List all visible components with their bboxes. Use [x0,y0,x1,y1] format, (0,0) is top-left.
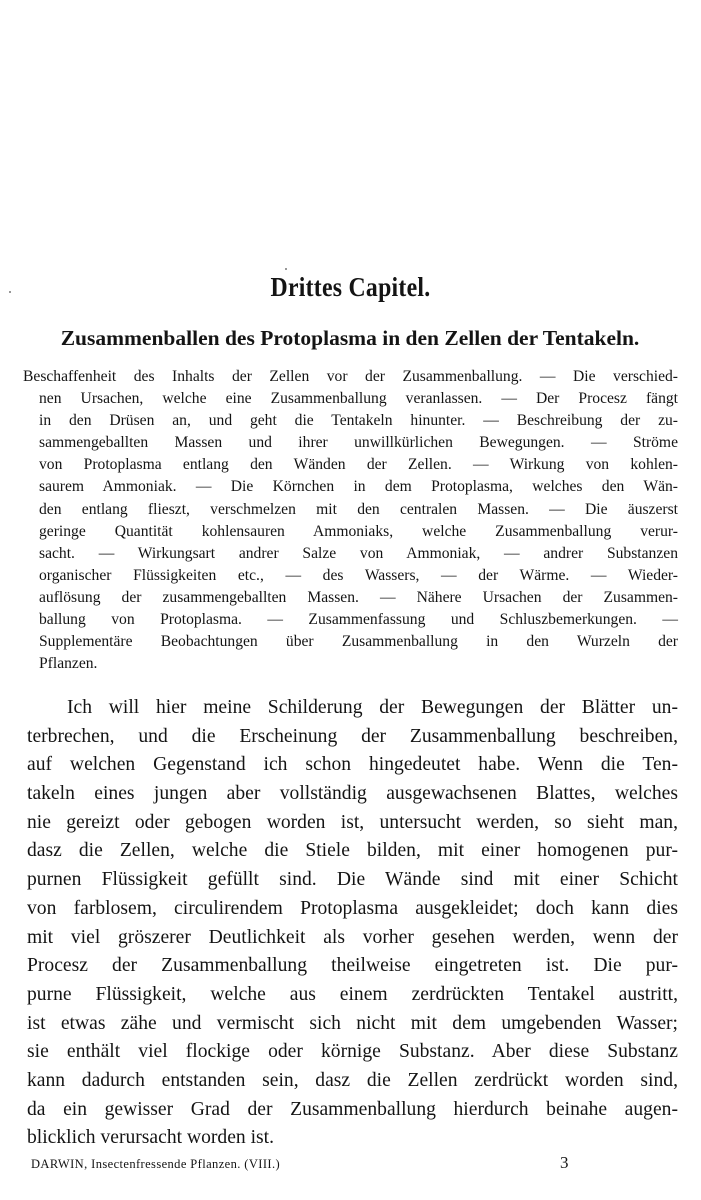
body-line: blicklich verursacht worden ist. [27,1127,275,1149]
summary-line: sammengeballten Massen und ihrer unwillkürlichen Bewegungen. — Ströme [39,434,678,452]
body-line: mit viel gröszerer Deutlichkeit als vorher gesehen werden, wenn der [27,926,678,948]
chapter-title: Drittes Capitel. [270,272,431,302]
summary-line: Beschaffenheit des Inhalts der Zellen vor der Zusammenballung. — Die verschied- [23,368,678,385]
summary-line: nen Ursachen, welche eine Zusammenballung veranlassen. — Der Procesz fängt [39,390,678,408]
summary-line: in den Drüsen an, und geht die Tentakeln hinunter. — Beschreibung der zu- [39,412,678,430]
body-line: von farblosem, circulirendem Protoplasma ausgekleidet; doch kann dies [27,897,678,919]
body-line: auf welchen Gegenstand ich schon hingedeutet habe. Wenn die Ten- [27,754,678,776]
summary-line: von Protoplasma entlang den Wänden der Zellen. — Wirkung von kohlen- [39,456,678,474]
body-line: kann dadurch entstanden sein, dasz die Zellen zerdrückt worden sind, [27,1069,678,1091]
chapter-subtitle: Zusammenballen des Protoplasma in den Zellen der Tentakeln. [60,326,640,350]
body-line: dasz die Zellen, welche die Stiele bilden, mit einer homogenen pur- [27,840,678,862]
body-line: purne Flüssigkeit, welche aus einem zerdrückten Tentakel austritt, [27,983,678,1005]
summary-line: den entlang flieszt, verschmelzen mit den centralen Massen. — Die äuszerst [39,500,678,518]
body-line: da ein gewisser Grad der Zusammenballung hierdurch beinahe augen- [27,1098,678,1120]
body-line: nie gereizt oder gebogen worden ist, untersucht werden, so sieht man, [27,811,678,833]
body-line: takeln eines jungen aber vollständig ausgewachsenen Blattes, welches [27,783,678,805]
body-line: purnen Flüssigkeit gefüllt sind. Die Wände sind mit einer Schicht [27,869,678,891]
signature-mark: DARWIN, Insectenfressende Pflanzen. (VIII.) [31,1157,281,1171]
body-paragraph [27,694,678,1153]
ink-speck [9,291,11,293]
body-line: Procesz der Zusammenballung theilweise eingetreten ist. Die pur- [27,955,678,977]
ink-speck [285,268,287,270]
body-line: sie enthält viel flockige oder körnige Substanz. Aber diese Substanz [27,1041,678,1063]
page-number: 3 [560,1153,569,1172]
summary-line: ballung von Protoplasma. — Zusammenfassung und Schluszbemerkungen. — [39,611,678,629]
summary-line: geringe Quantität kohlensauren Ammoniaks, welche Zusammenballung verur- [39,522,678,540]
summary-line: Pflanzen. [39,655,98,673]
body-line: ist etwas zähe und vermischt sich nicht mit dem umgebenden Wasser; [27,1012,678,1034]
summary-line: Supplementäre Beobachtungen über Zusammenballung in den Wurzeln der [39,633,678,651]
summary-line: saurem Ammoniak. — Die Körnchen in dem Protoplasma, welches den Wän- [39,478,678,496]
body-line: terbrechen, und die Erscheinung der Zusammenballung beschreiben, [27,725,678,747]
summary-line: auflösung der zusammengeballten Massen. — Nähere Ursachen der Zusammen- [39,588,678,606]
summary-line: organischer Flüssigkeiten etc., — des Wassers, — der Wärme. — Wieder- [39,566,678,584]
chapter-summary [23,366,678,675]
body-line: Ich will hier meine Schilderung der Bewegungen der Blätter un- [67,697,678,718]
summary-line: sacht. — Wirkungsart andrer Salze von Ammoniak, — andrer Substanzen [39,544,678,562]
